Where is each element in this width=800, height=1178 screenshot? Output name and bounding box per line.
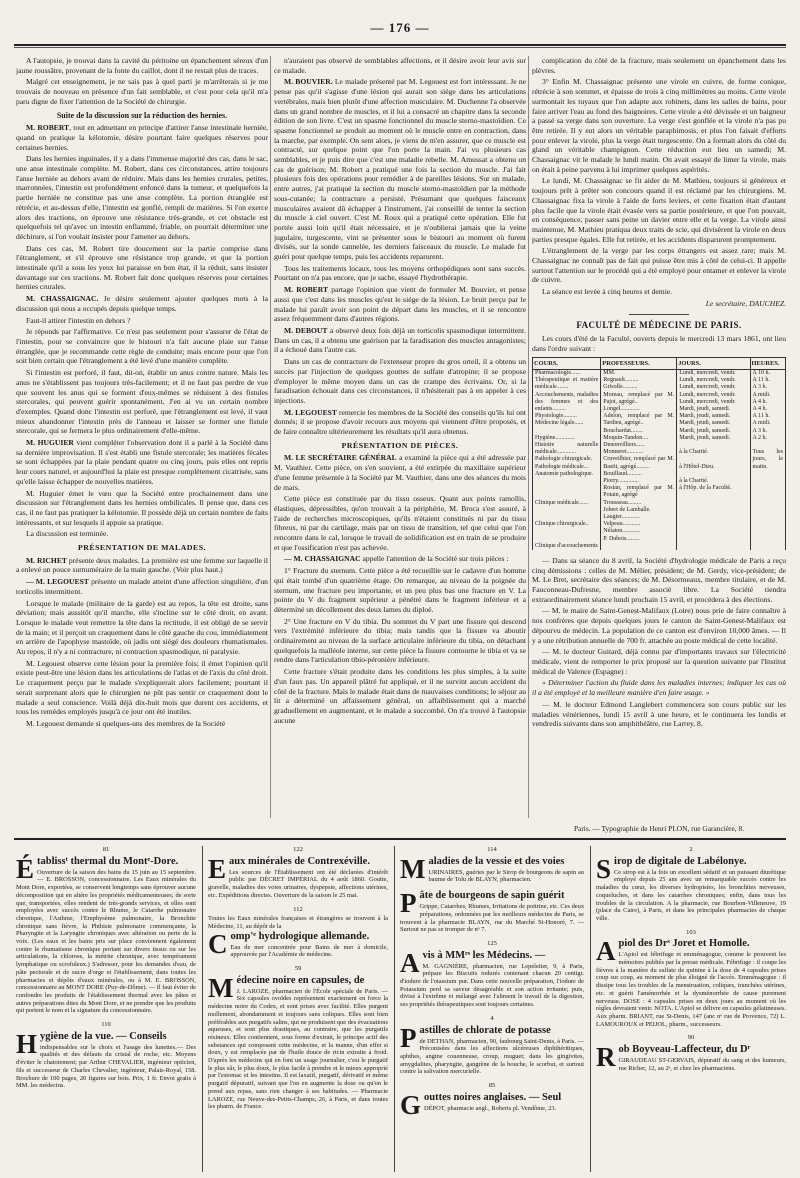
speaker-name: M. BOUVIER. xyxy=(284,77,333,87)
advert xyxy=(400,1022,584,1077)
advert-heading: astilles de chlorate de potasse xyxy=(419,1024,551,1036)
paragraph: Le lundi, M. Chassaignac se fit aider de M. Mathieu, toujours si généreux et toujours prêt à prêter son concours quand il est réclamé par les chirurgiens. M. Chassaignac fixa la virole à l'aide de forts leviers, et cette fixation était d'autant plus facile que la virole était évasée vers sa partie postérieure, et que l'on pouvait, en conséquence, passer sans peine un davier entre elle et la verge. La virole ainsi maintenue, M. Mathieu pratiqua deux traits de scie, qui divisèrent la virole en deux parties presque égales. Elle fut retirée, et les accidents disparurent promptement. xyxy=(532,176,786,244)
advert-heading: outtes noires anglaises. — Seul xyxy=(424,1091,562,1103)
paragraph: Dans les hernies inguinales, il y a dans l'immense majorité des cas, dans le sac, une anse intestinale complète. M. Robert, dans ces circonstances, attire toujours l'anse herniée au dehors avant de réduire. Mais dans les hernies crurales, petites, marronnées, l'intestin est profondément enfoncé dans la tumeur, et quelquefois la partie herniée ne constitue pas une anse complète. La portion étranglée est rétrécie, et au-dessus d'elle, l'intestin est gonflé, rempli de matières. Si l'on exerce alors des tractions, on éprouve une résistance très-grande, et cet obstacle est quelquefois tel qu'avec un intestin enflammé, friable, on pourrait déterminer une déchirure, si l'on voulait insister pour l'amener au dehors. xyxy=(16,154,268,241)
drop-cap: P xyxy=(400,888,417,919)
advert xyxy=(596,853,786,923)
advert-number: 103 xyxy=(686,928,696,936)
speaker-name: M. RICHET xyxy=(26,555,67,565)
advert-number: 125 xyxy=(487,939,497,947)
paragraph: — M. le maire de Saint-Genest-Malifaux (Loire) nous prie de faire connaître à nos confrères que depuis quelques jours le canton de Saint-Genest-Malifaux est dépourvu de médecin. La population de ce canton est d'environ 10,000 âmes. — Il y a une rétribution annuelle de 700 fr. attachée au poste médical de cette localité. xyxy=(532,606,786,645)
advert xyxy=(400,890,584,934)
section-heading: PRÉSENTATION DE PIÈCES. xyxy=(341,440,459,450)
speaker-name: — M. CHASSAIGNAC xyxy=(284,554,361,564)
paragraph: Malgré cet enseignement, je ne sais pas à quel parti je m'arrêterais si je me trouvais de nouveau en présence d'un fait semblable, et c'est pour cela qu'il m'a paru digne de fixer l'attention de la Société de chirurgie. xyxy=(16,77,268,106)
paragraph xyxy=(16,438,268,487)
advert-heading: irop de digitale de Labélonye. xyxy=(614,855,747,867)
section-heading: PRÉSENTATION DE MALADES. xyxy=(77,543,207,553)
advert xyxy=(208,853,388,900)
advert-heading: omp'ᵉ hydrologique allemande. xyxy=(230,930,370,942)
advert-heading: aux minérales de Contrexéville. xyxy=(229,855,370,867)
advert-column-1 xyxy=(16,846,196,1172)
advert-heading: aladies de la vessie et des voies xyxy=(428,855,565,867)
advert-body: URINAIRES, guéries par le Sirop de bourgeons de sapin au baume de Tolu de BLAYN, pharmacien. xyxy=(428,868,584,884)
column-header: JOURS. xyxy=(677,357,750,369)
advert xyxy=(400,853,584,884)
advert-body: Ouverture de la saison des bains du 15 juin au 15 septembre. — E. BROSSON, concessionnaire. Les Eaux minérales du Mont Dore, exportées, se conservent longtemps sans éprouver aucune décomposition qui en altère les propriétés médicamenteuses; de sorte que, transportées, elles rendent de très-grands services, et elles sont employées avec succès contre le Rhume, le Catarrhe pulmonaire chronique, l'Asthme, l'Emphysème pulmonaire, la Bronchite chronique sans fièvre, la Phthisie pulmonaire commençante, la Pharyngite et la Laryngite chroniques avec altération ou perte de la voix. (Les eaux et les bains pris sur place conviennent également contre le rhumatisme chronique portant sur divers tissus ou sur les articulations, la chlorose, la métrite chronique, avec tempérament lymphatique ou scrofuleux.) S'adresser, pour les demandes d'eau, de pâte pectorale et de sucre d'orge et l'établissement, dans toutes les pharmacies et dépôts d'eaux minérales, ou à M. E. BROSSON, concessionnaire au MONT DORE (Puy-de-Dôme). — Il faut éviter de confondre les produits de l'établissement thermal avec les pâtes et autres préparations dites du Mont Dore, et ne prendre que les produits qui portent le nom et la signature du concessionnaire. xyxy=(16,868,196,1015)
paragraph: 1° Fracture du sternum. Cette pièce a été recueillie sur le cadavre d'un homme qui était tombé d'un quatrième étage. On remarque, au niveau de la poignée du sternum, une fracture peu importante, et un peu plus bas une fracture en V. La pointe du V du fragment supérieur a pénétré dans le fragment inférieur et a déterminé un décollement des deux lames du diploé. xyxy=(274,566,526,614)
paragraph: M. Legouest observe cette lésion pour la première fois; il émet l'opinion qu'il existe peut-être une lésion dans les articulations de l'atlas et de l'axis du côté droit. Le craquement perçu par le malade s'expliquerait alors facilement; pourtant il serait surprenant alors que le chirurgien ne pût pas sentir ce craquement dont le malade a seul conscience. Voilà déjà dix-huit mois que durent ces accidents, et tous les remèdes employés jusqu'à ce jour ont été inutiles. xyxy=(16,658,268,717)
paragraph xyxy=(16,577,268,596)
advert-body: L'Apiol est fébrifuge et emménagogue, comme le prouvent les mémoires publiés par la presse médicale. Fébrifuge : il coupe les fièvres à la manière du sulfate de quinine à la dose de 4 capsules prises coup sur coup, au moment de plus éloigné de l'accès. Emménagogue : il dissipe tous les troubles de la menstruation, coliques, tranchées utérines, etc. et guérit l'aménorrhée et la dysménorrhée de cause purement nerveuse. DOSE : 4 capsules prises en deux jours au moment où les règles devraient venir. NOTA. L'Apiol se délivre en capsules gélatineuses. Aux pharm. BRIANT, rue St-Denis, 147 (anc nᵉ rue de Provence, 72) L. LAMOUROUX et PEIJOL, pharm., successeurs. xyxy=(596,951,786,1028)
advert-number: 110 xyxy=(101,1021,111,1029)
paragraph: n'auraient pas observé de semblables affections, et il désire avoir leur avis sur ce malade. xyxy=(274,56,526,75)
advert-column-3 xyxy=(400,846,584,1172)
printer-credit: Paris. — Typographie de Henri PLON, rue Garancière, 8. xyxy=(573,824,745,833)
paragraph: Cette fracture s'était produite dans les conditions les plus simples, à la suite d'un faux pas. Un appareil plâtré fut appliqué, et il ne survint aucun accident du côté de la fracture. Mais le malade était dans de mauvaises conditions; le séjour au lit a déterminé un affaissement général, un affaiblissement qui a marché graduellement en augmentant, et le malade a succombé. On n'a trouvé à l'autopsie aucune xyxy=(274,667,526,725)
advert xyxy=(400,1089,584,1120)
paragraph: — Dans sa séance du 8 avril, la Société d'hydrologie médicale de Paris a reçu cinq démissions : celles de M. Mélier, président; de M. Gerdy, vice-président; de M. Le Bret, secrétaire des séances; de M. Désormeaux, membre titulaire, et de M. Fauconneau-Dufresne, membre associé libre. La Société tiendra extraordinairement séance lundi prochain 15 avril, et procédera à des élections. xyxy=(532,555,786,604)
table-header-row xyxy=(533,357,786,369)
speaker-name: — M. LEGOUEST xyxy=(26,577,89,587)
advert-heading: ob Boyveau-Laffecteur, du Dʳ xyxy=(618,1044,751,1056)
paragraph xyxy=(16,123,268,152)
drop-cap: G xyxy=(400,1089,422,1120)
paragraph-text: , tout en admettant en principe d'attirer l'anse intestinale herniée, quand on pratique la kélotomie, désire pourtant faire quelques réserves pour certaines hernies. xyxy=(16,123,268,152)
top-rule-thin xyxy=(14,47,786,48)
paragraph: Lorsque le malade (militaire de la garde) est au repos, la tête est droite, sans déviation; mais aussitôt qu'il marche, elle s'incline sur le côté droit, en avant. Lorsque le malade veut remettre la tête dans la rectitude, il est obligé de se servir de la main; et il perçoit un craquement dans le côté gauche du cou, immédiatement en arrière de l'apophyse mastoïde, où jadis ont siégé des douleurs rhumatismales. Au repos, il n'y a ni contracture, ni contraction spasmodique, ni paralysie. xyxy=(16,598,268,657)
advert-heading: piol des Drˢ Joret et Homolle. xyxy=(618,938,750,950)
paragraph-text: Le malade présenté par M. Legouest est fort intéressant. Je ne pense pas qu'il s'agisse d'une lésion qui aurait son siége dans les articulations vertébrales, mais bien plutôt d'une affection musculaire. M. Duchenne l'a observée dans un grand nombre de muscles, et il lui a consacré un chapitre dans la seconde édition de son livre. C'est un spasme fonctionnel du muscle sterno-mastoïdien. Ce spasme fonctionnel se produit au moment où le muscle entre en contraction, dans la marche, par exemple. On sent alors, je viens de m'en assurer, que ce muscle est contracté, sur quelque point que l'on porte la main. J'ai vu plusieurs cas semblables, et je puis dire que c'est une maladie rebelle. M. Amussat a obtenu un cas de guérison; M. Robert a pratiqué une fois la section du muscle. J'ai fait plusieurs fois des opérations pour remédier à de pareilles lésions. Sur un malade, entre autres, j'ai pratiqué la section du muscle sterno-mastoïdien par la méthode sous-cutanée; la contracture a persisté. Présumant que quelques faisceaux musculaires avaient dû échapper à l'instrument, j'ai conseillé de tenter la section du muscle à ciel ouvert. C'est M. Roux qui a pratiqué cette opération. Elle fut portée aussi loin qu'il était nécessaire, et je n'oublierai jamais que la veine jugulaire, turgescente, vint se présenter sous le bistouri au moment où furent divisés, sur la sonde cannelée, les derniers faisceaux du muscle. Le malade fut guéri pour quelque temps, puis les accidents reparurent. xyxy=(274,77,526,262)
paragraph-text: remercie les membres de la Société des conseils qu'ils lui ont donnés; il se propose d'avoir recours aux moyens qui viennent d'être proposés, et de faire connaître ultérieurement les résultats qu'il aura obtenus. xyxy=(274,407,526,437)
advert-heading: âte de bourgeons de sapin guérit xyxy=(419,890,565,902)
advert xyxy=(208,915,388,959)
advert-body: Ce sirop est à la fois un excellent sédatif et un puissant diurétique employé depuis 25 ans avec un remarquable succès contre les maladies du cœur, les diverses hydropisies, les bronchites nerveuses, coqueluches, et dans les catarrhes chroniques; enfin, dans tous les troubles de la circulation. A la pharmacie, rue Bourbon-Villeneuve, 19 (place du Caire), à Paris, et dans les principales pharmacies de chaque ville. xyxy=(596,868,786,922)
section-heading: Suite de la discussion sur la réduction des hernies. xyxy=(56,110,228,120)
drop-cap: A xyxy=(596,936,616,967)
advert-body: Les sources de l'Établissement ont été déclarées d'intérêt public par DÉCRET IMPÉRIAL du 4 août 1860. Goutte, gravelle, maladies des voies urinaires, dyspepsie, affections utérines, etc. Expéditions directes. Ouverture de la saison le 25 mai. xyxy=(208,868,388,899)
drop-cap: A xyxy=(400,947,420,978)
advert-number: 114 xyxy=(487,846,497,853)
courses-cell: Pharmacologie...... Thérapeutique et matière médicale........ Accouchements, maladies des femmes et des enfants......... Physiologie......... Médecine légale...... Hygiène............. Histoire naturelle médicale............. Pathologie chirurgicale. Pathologie médicale... Anatomie pathologique. Clinique médicale...... Clinique chirurgicale.. Clinique d'accouchements xyxy=(533,369,601,550)
advert-body: Toutes les Eaux minérales françaises et étrangères se trouvent à la Médecine, 11, au dépôt de la xyxy=(208,915,388,930)
paragraph: complication du côté de la fracture, mais seulement un épanchement dans les plèvres. xyxy=(532,56,786,75)
column-divider xyxy=(394,846,395,1172)
speaker-name: M. LE SECRÉTAIRE GÉNÉRAL xyxy=(284,453,397,463)
advert-rule xyxy=(14,838,786,840)
advert-heading: ygiène de la vue. — Conseils xyxy=(40,1030,167,1042)
advert xyxy=(596,1044,786,1072)
paragraph: Faut-il attirer l'intestin en dehors ? xyxy=(26,315,131,325)
speaker-name: M. HUGUIER xyxy=(26,438,74,448)
paragraph-text: présente deux malades. La première est une femme sur laquelle il a enlevé un pouce surnuméraire de la main gauche. (Voir plus haut.) xyxy=(16,555,268,575)
section-divider xyxy=(629,314,689,315)
top-rule xyxy=(14,44,786,46)
article-column-3 xyxy=(532,56,786,816)
paragraph-text: présente un malade atteint d'une affection singulière, d'un torticolis intermittent. xyxy=(16,577,268,596)
advert-number: 90 xyxy=(687,1034,695,1042)
advert-body: J. LAROZE, pharmacien de l'École spéciale de Paris. — Six capsules ovoïdes représentent exactement en force la médecine noire du Codex, et sont prises avec facilité. Elles purgent mollement, abondamment et toujours sans coliques. Elles sont bien préférables aux purgatifs salins, qui ne produisent que des évacuations aqueuses, et sont plus drastiques, au contraire, que les purgatifs résineux. Elles contiennent, sous forme d'extrait, le principe actif des substances qui composent cette médecine, et la manne, d'un effet si doux, y est remplacée par de l'huile douce de ricin extraite à froid. D'après les médecins qui en font un usage journalier, c'est le purgatif le plus sûr, le plus doux, le plus facile à prendre et le mieux approprié par l'estomac et les intestins. Il est laxatif, purgatif, dérivatif et même purgatif dépuratif, suivant que l'on en augmente la dose ou qu'on le prend aux repas, sans rien changer à ses habitudes. — Pharmacie LAROZE, rue Neuve-des-Petits-Champs, 26, à Paris, et dans toutes les pharm. de France. xyxy=(208,987,388,1111)
paragraph-text: Je désire seulement ajouter quelques mots à la discussion qui nous a occupés depuis quelque temps. xyxy=(16,294,268,313)
drop-cap: P xyxy=(400,1022,417,1053)
paragraph-text: a examiné la pièce qui a été adressée par M. Vauthier. Cette pièce, on s'en souvient, a été extirpée du maxillaire supérieur d'une femme présentée à la Société par M. Vauthier, dans une des séances du mois de mars. xyxy=(274,453,526,492)
courses-table xyxy=(532,357,786,550)
paragraph xyxy=(274,453,526,492)
advert-number: 2 xyxy=(689,846,693,853)
advert-body: indispensables sur le choix et l'usage des lunettes.— Des qualités et des défauts du cristal de roche, etc. Moyens d'éviter le chatoiement; par Arthur CHEVALIER, ingénieur opticien, fils et successeur de Charles Chevalier, ingénieur, Palais-Royal, 158. Brochure de 100 pages, 20 figures sur bois. Prix, 1 fr. Envoi gratis à MM. les médecins. xyxy=(16,1043,196,1090)
page-number: — 176 — xyxy=(370,20,430,35)
advert-number: 122 xyxy=(293,846,303,853)
drop-cap: É xyxy=(16,853,35,884)
advert-body: Grippe, Catarrhes, Rhumes, Irritations de poitrine, etc. Ces deux préparations, ordonnées par les meilleurs médecins de Paris, se trouvent à la pharmacie BLAYN, rue du Marché St-Honoré, 7. — Surtout ne pas se tromper de nᵒ 7. xyxy=(400,903,584,934)
paragraph: Cette pièce est constituée par du tissu osseux. Quant aux points ramollis, élastiques, dépressibles, qu'on trouvait à la périphérie, M. Broca s'est assuré, à l'aide de recherches microscopiques, qu'ils n'étaient constitués ni par du tissu fibreux, ni par du cartilage, mais par un tissu de transition, tel que celui que l'on rencontre dans le cal, lorsque le travail de solidification est en train de se produire et que l'ossification n'est pas achevée. xyxy=(274,494,526,552)
paragraph: — M. le docteur Edmond Langlebert commencera son cours public sur les maladies vénériennes, lundi 15 avril à une heure, et le continuera les lundis et vendredis suivants dans son amphithéâtre, rue Larrey, 8. xyxy=(532,699,786,729)
column-header: COURS. xyxy=(533,357,601,369)
drop-cap: C xyxy=(208,928,228,959)
advert xyxy=(208,972,388,1111)
article-column-2 xyxy=(274,56,526,816)
column-divider xyxy=(590,846,591,1172)
drop-cap: M xyxy=(400,853,426,884)
advert-heading: édecine noire en capsules, de xyxy=(236,974,365,986)
advert xyxy=(16,853,196,1015)
paragraph-text: a observé deux fois déjà un torticolis spasmodique intermittent. Dans un cas, il a obtenu une guérison par la faradisation des muscles antagonistes; il a échoué dans l'autre cas. xyxy=(274,325,526,355)
paragraph-text: appelle l'attention de la Société sur trois pièces : xyxy=(360,554,509,564)
secretary-signature: Le secrétaire, DAUCHEZ. xyxy=(705,298,786,308)
advert xyxy=(400,947,584,1009)
advert-body: Eau de mer concentrée pour Bains de mer à domicile, approuvée par l'Académie de médecine. xyxy=(230,943,388,959)
column-header: PROFESSEURS. xyxy=(601,357,677,369)
advert-body: DÉPOT, pharmacie angl., Roberts pl. Vendôme, 23. xyxy=(424,1104,557,1112)
advert-heading: vis à MMʳˢ les Médecins. — xyxy=(422,949,546,961)
advert-column-4 xyxy=(596,846,786,1172)
paragraph-text: vient compléter l'observation dont il a parlé à la Société dans sa dernière improvisation. Il s'est établi une fistule stercorale; les matières fécales se sont échappées par la plaie pendant quatre ou cinq jours, puis elles ont repris leur cours naturel, et aujourd'hui la plaie est presque complètement cicatrisée, sans qu'elle laisse échapper de nouvelles matières. xyxy=(16,438,268,486)
advert-number: 85 xyxy=(488,1082,496,1090)
paragraph: Je réponds par l'affirmative. Ce n'est pas seulement pour s'assurer de l'état de l'intestin, pour se convaincre que le bistouri n'a fait aucune plaie sur l'anse étranglée, que je recommande cette règle de conduite; mais encore pour que l'on soit bien certain que l'étranglement a été levé d'une manière complète. xyxy=(16,327,268,366)
days-cell: Lundi, mercredi, vendr. Lundi, mercredi, vendr. Lundi, mercredi, vendr. Lundi, mercredi, vendr. Lundi, mercredi, vendr. Mardi, jeudi, samedi. Mardi, jeudi, samedi. Mardi, jeudi, samedi. Mardi, jeudi, samedi. Mardi, jeudi, samedi. à la Charité. à l'Hôtel-Dieu. à la Charité. à l'Hôp. de la Faculté. xyxy=(677,369,750,550)
paragraph: La séance est levée à cinq heures et demie. xyxy=(542,287,673,297)
advert xyxy=(16,1028,196,1090)
paragraph: L'étranglement de la verge par les corps étrangers est assez rare; mais M. Chassaignac ne connaît pas de fait qui puisse être mis à côté de celui-ci. Il appelle surtout l'attention sur le procédé qui a été employé pour entamer et enlever la virole de cuivre. xyxy=(532,246,786,285)
advert-heading: tablissᵗ thermal du Montᵉ-Dore. xyxy=(37,855,179,867)
table-row xyxy=(533,369,786,550)
paragraph xyxy=(16,556,268,575)
paragraph xyxy=(274,408,526,437)
advert-number: 59 xyxy=(294,965,302,973)
faculty-heading: FACULTÉ DE MÉDECINE DE PARIS. xyxy=(576,319,742,330)
paragraph xyxy=(274,77,526,261)
column-divider xyxy=(528,56,529,818)
column-header: HEURES. xyxy=(750,357,785,369)
paragraph: Si l'intestin est perforé, il faut, dit-on, établir un anus contre nature. Mais les anus ne s'établissent pas toujours très-facilement; et il ne faut pas perdre de vue que souvent les anus qui se forment d'eux-mêmes se réduisent à des fistules stercorales, qui peuvent guérir spontanément. J'en ai vu un certain nombre d'exemples. Quand donc l'intestin est perforé, que l'étranglement est levé, il vaut mieux abandonner l'intestin près de l'anneau et laisser se former une fistule stercorale, qui se fermera le plus ordinairement d'elle-même. xyxy=(16,368,268,436)
drop-cap: E xyxy=(208,853,227,884)
column-divider xyxy=(270,56,271,818)
drop-cap: S xyxy=(596,853,612,884)
advert-number: 4 xyxy=(490,1014,494,1022)
speaker-name: M. ROBERT xyxy=(284,285,329,295)
drop-cap: H xyxy=(16,1028,38,1059)
paragraph xyxy=(274,285,526,324)
quote: « Déterminer l'action du fluide dans les maladies internes; indiquer les cas où il a été employé et la meilleure manière d'en faire usage. » xyxy=(532,678,786,698)
paragraph: Les cours d'été de la Faculté, ouverts depuis le mercredi 13 mars 1861, ont lieu dans l'ordre suivant : xyxy=(532,334,786,353)
drop-cap: R xyxy=(596,1042,616,1073)
hours-cell: A 10 h. A 11 h. A 3 h. A midi. A 4 h. A 4 h. A 11 h. A midi. A 3 h. A 2 h. Tous les jours, le matin. xyxy=(750,369,785,550)
professors-cell: MM. Regnault......... Grisolle.......... Moreau, remplacé par M. Pajot, agrégé.. Longel............. Adelon, remplacé par M. Tardieu, agrégé.. Bouchardat........ Moquin-Tandon.... Denonvilliers...... Monneret........... Cruveilhier, remplacé par M. Bastit, agrégé......... Bouillaud.......... Piorry.............. Rostan, remplacé par M. Potain, agrégé Trousseau......... Jobert de Lamballe. Laugier............ Velpeau............ Nélaton............ P. Dubois......... xyxy=(601,369,677,550)
paragraph: M. Huguier émet le vœu que la Société entre prochainement dans une discussion sur l'étranglement dans les hernies ombilicales. Il pense que, dans ces cas, il ne faut pas pratiquer la kélotomie. Il possède déjà un certain nombre de faits intéressants, et sur lesquels il appuie sa pratique. xyxy=(16,488,268,527)
drop-cap: M xyxy=(208,972,234,1003)
paragraph: A l'autopsie, je trouvai dans la cavité du péritoine un épanchement séreux d'un jaune roussâtre, provenant de la fonte du caillot, dont il ne restait plus de traces. xyxy=(16,56,268,75)
paragraph: Dans un cas de contracture de l'extenseur propre du gros orteil, il a obtenu un succès par l'injection de quelques gouttes de sulfate d'atropine; il se propose d'employer le même moyen dans un cas de crampe des écrivains. Or, si la faradisation échouait dans ces circonstances, il n'hésiterait pas à en appeler à ces injections. xyxy=(274,357,526,405)
paragraph xyxy=(274,554,526,564)
paragraph xyxy=(274,326,526,355)
speaker-name: M. LEGOUEST xyxy=(284,407,337,417)
paragraph: M. Legouest demande si quelques-uns des membres de la Société xyxy=(26,719,226,728)
speaker-name: M. ROBERT xyxy=(26,123,70,133)
article-column-1 xyxy=(16,56,268,816)
advert-number: 81 xyxy=(102,846,110,853)
advert-column-2 xyxy=(208,846,388,1172)
speaker-name: M. CHASSAIGNAC. xyxy=(26,294,99,304)
advert-body: de DETHAN, pharmacien, 90, faubourg Saint-Denis, à Paris. — Préconisées dans les affections ulcéreuses diphthéritiques, aphthes, angine couenneuse, croup, muguet; dans les gingivites, amygdalites, pharyngite, gangrène de la bouche, le scorbut, et surtout contre la salivation mercurielle. xyxy=(400,1037,584,1076)
advert xyxy=(596,938,786,1028)
paragraph: La discussion est terminée. xyxy=(26,529,109,539)
paragraph-text: partage l'opinion que vient de formuler M. Bouvier, et pense aussi que c'est dans les muscles qu'est le siége de la lésion. Le bruit perçu par le malade lui paraît avoir son point de départ dans les muscles, et il se rencontre assez fréquemment dans d'autres régions. xyxy=(274,285,526,324)
advert-body: M. GAGNIÈRE, pharmacien, rue Lepeletier, 9, à Paris, prépare les Biscuits iodurés contenant chacun 20 centigr. d'iodure de l'otassium pur. Dans cette nouvelle préparation, l'iodure de Potassium perd sa saveur désagréable et son action irritante; puis, divisé à l'extrême et mélangé avec l'aliment le travail de la digestion, ses propriétés thérapeutiques sont toujours certaines. xyxy=(400,962,584,1009)
paragraph: — M. le docteur Guitard, déjà connu par d'importants travaux sur l'électricité médicale, vient de remporter le prix proposé sur la question suivante par l'Institut médical de Valence (Espagne) : xyxy=(532,647,786,676)
paragraph: Tous les traitements locaux, tous les moyens orthopédiques sont sans succès. Pourtant on n'a pas encore, que je sache, essayé l'hydrothérapie. xyxy=(274,263,526,283)
paragraph xyxy=(16,294,268,313)
column-divider xyxy=(202,846,203,1172)
advert-number: 112 xyxy=(293,905,303,913)
paragraph: 3° Enfin M. Chassaignac présente une virole en cuivre, de forme conique, rétrécie à son sommet, et épaisse de trois à cinq millimètres au moins. Cette virole surmontait les tuyaux que l'on adapte aux robinets, dans les salles de bains, pour faire arriver l'eau au fond des baignoires. Cette virole a été dévissée et un baigneur a passé sa verge dans son ouverture. La verge s'est gonflée et la virole n'a pas pu être retirée. Il y eut alors un véritable paraphimosis, et plus l'on faisait d'efforts pour enlever la virole, plus la verge était turgescente. On a formait alors du côté du gland un véritable champignon. Cette réduction eut lieu un samedi; M. Chassaignac vit le malade le lundi matin. On avait essayé de limer la virole, mais on était à peine parvenu à lui imprimer quelques aspérités. xyxy=(532,77,786,174)
speaker-name: M. DEBOUT xyxy=(284,325,328,335)
paragraph: Dans ces cas, M. Robert tire doucement sur la partie comprise dans l'étranglement, et s'il éprouve une résistance trop grande, et que la portion intestinale qu'il a sous les yeux lui paraisse en bon état, il la réduit, sans insister davantage sur ces tractions. M. Robert fait donc quelques réserves pour certaines hernies crurales. xyxy=(16,243,268,292)
paragraph: 2° Une fracture en V du tibia. Du sommet du V part une fissure qui descend vers l'extrémité inférieure du tibia; mais tandis que la fissure va aboutir ordinairement au niveau de la surface articulaire inférieure du tibia, on détachant quelquefois la malléole interne, sur cette pièce la fissure contourne le tibia et va se rendre dans l'articulation tibio-péronière inférieure. xyxy=(274,616,526,665)
advert-body: GIRAUDEAU ST-GERVAIS, dépuratif du sang et des humeurs, rue Richer, 12, au 2ᵉ, et chez les pharmaciens. xyxy=(618,1057,786,1072)
